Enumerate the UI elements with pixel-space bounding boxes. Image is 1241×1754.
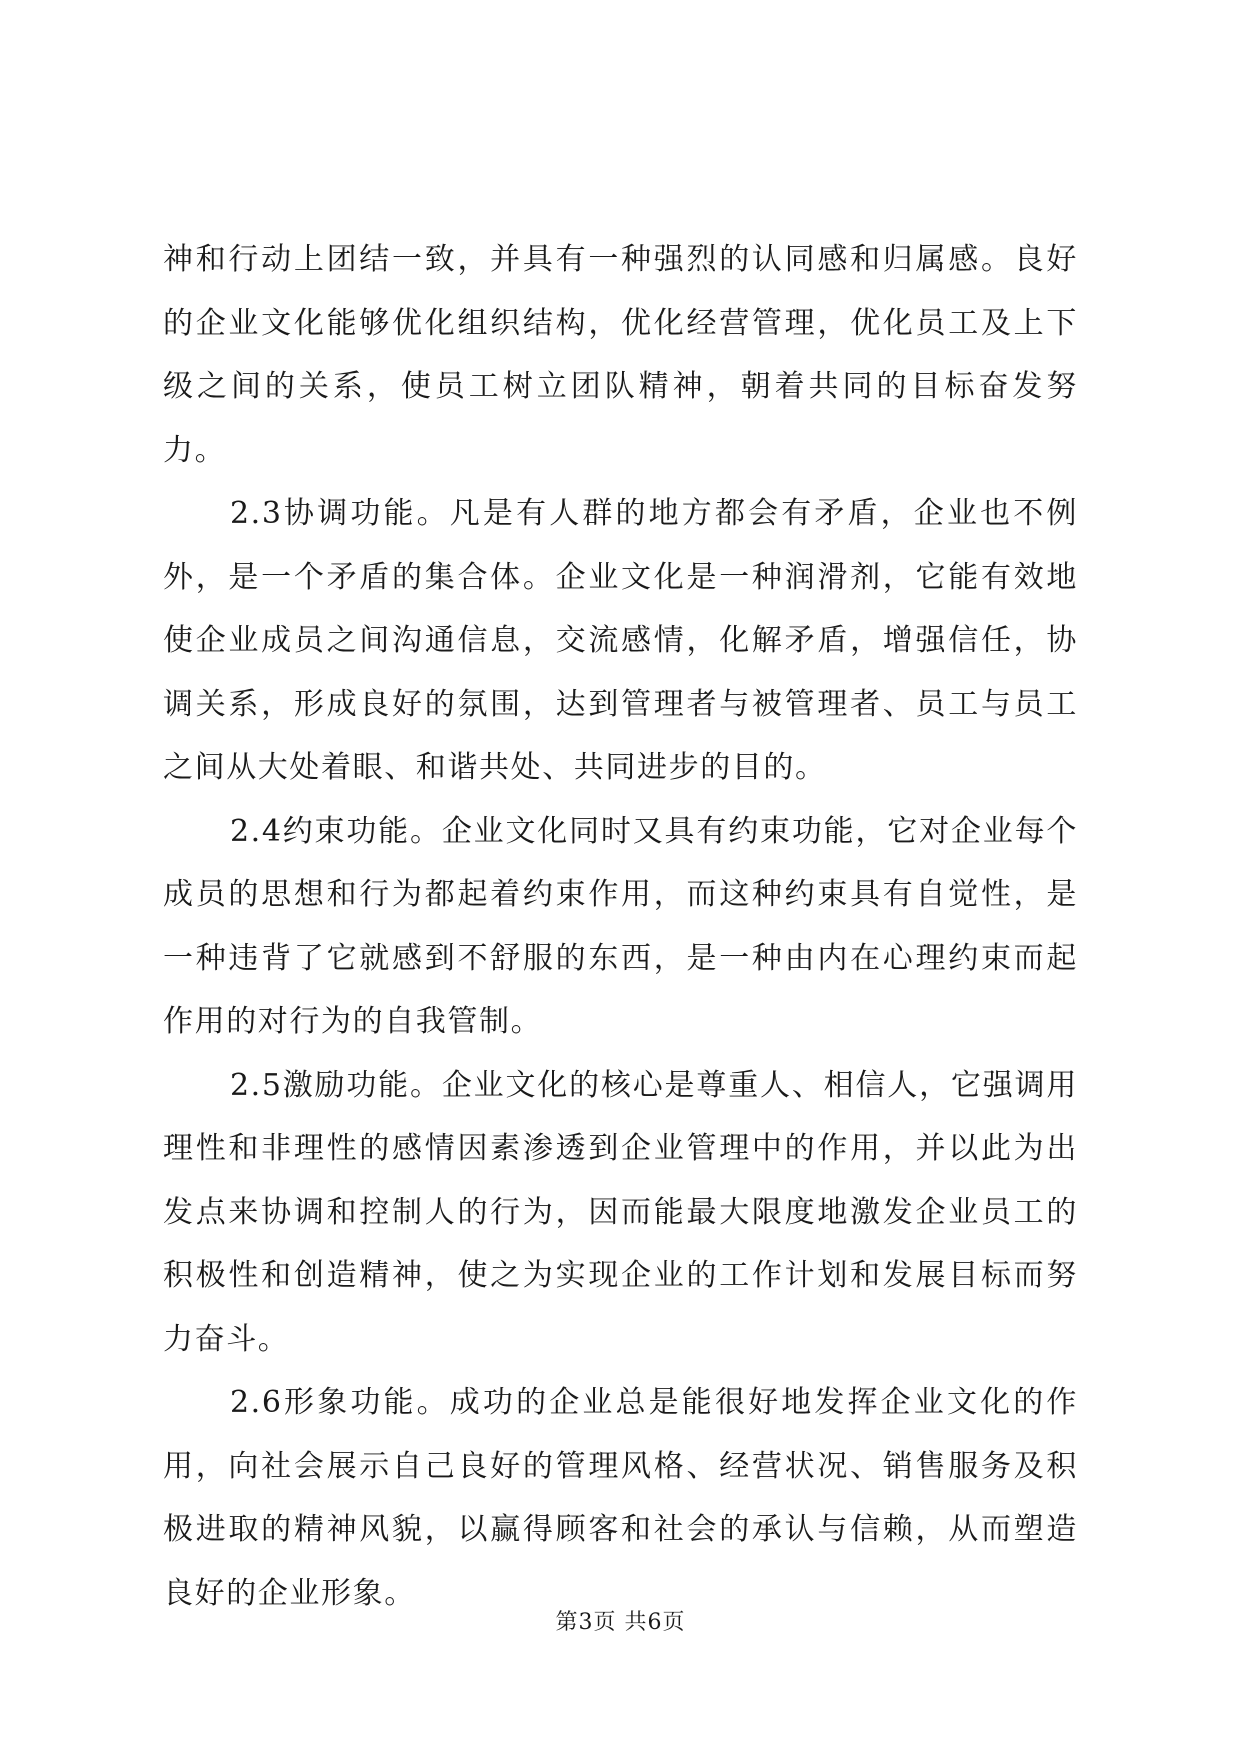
- paragraph-incentive-function: 2.5激励功能。企业文化的核心是尊重人、相信人，它强调用理性和非理性的感情因素渗透到企业管理中的作用，并以此为出发点来协调和控制人的行为，因而能最大限度地激发企业员工的积极性和创造精神，使之为实现企业的工作计划和发展目标而努力奋斗。: [163, 1067, 1078, 1357]
- page-number: 第3页 共6页: [555, 1610, 686, 1635]
- paragraph-coordination-function: 2.3协调功能。凡是有人群的地方都会有矛盾，企业也不例外，是一个矛盾的集合体。企业文化是一种润滑剂，它能有效地使企业成员之间沟通信息，交流感情，化解矛盾，增强信任，协调关系，形成良好的氛围，达到管理者与被管理者、员工与员工之间从大处着眼、和谐共处、共同进步的目的。: [163, 496, 1078, 785]
- paragraph-constraint-function: 2.4约束功能。企业文化同时又具有约束功能，它对企业每个成员的思想和行为都起着约束作用，而这种约束具有自觉性，是一种违背了它就感到不舒服的东西，是一种由内在心理约束而起作用的对行为的自我管制。: [163, 813, 1078, 1039]
- body-text: [163, 228, 1078, 1625]
- paragraph-continued: 神和行动上团结一致，并具有一种强烈的认同感和归属感。良好的企业文化能够优化组织结构，优化经营管理，优化员工及上下级之间的关系，使员工树立团队精神，朝着共同的目标奋发努力。: [163, 242, 1078, 468]
- paragraph-image-function: 2.6形象功能。成功的企业总是能很好地发挥企业文化的作用，向社会展示自己良好的管理风格、经营状况、销售服务及积极进取的精神风貌，以赢得顾客和社会的承认与信赖，从而塑造良好的企业形象。: [163, 1385, 1078, 1611]
